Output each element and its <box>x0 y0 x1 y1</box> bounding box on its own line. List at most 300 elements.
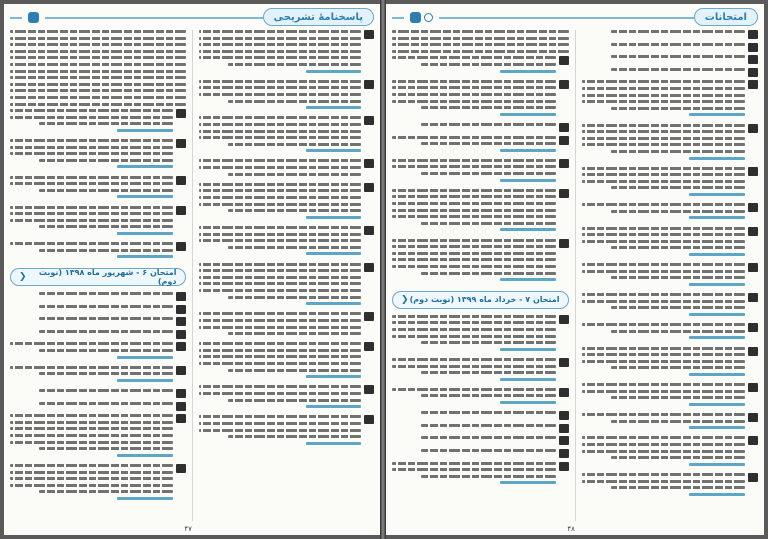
answer-reference <box>500 481 556 484</box>
text-line <box>39 122 172 125</box>
question-number-badge <box>559 123 569 132</box>
question-body <box>199 226 362 259</box>
question-item <box>392 388 569 408</box>
question-number-badge <box>748 263 758 272</box>
text-line <box>421 411 555 414</box>
question-item <box>10 176 186 202</box>
question-item <box>392 449 569 458</box>
question-item <box>392 123 569 132</box>
page-title: امتحانات <box>694 8 758 26</box>
text-line <box>582 263 746 266</box>
question-body <box>582 293 746 319</box>
text-line <box>199 429 362 432</box>
question-body <box>582 68 746 75</box>
question-body <box>392 80 556 120</box>
text-line <box>392 388 556 391</box>
text-line <box>199 362 362 365</box>
question-body <box>10 305 173 312</box>
question-item <box>582 167 759 200</box>
text-line <box>10 76 186 79</box>
text-line <box>199 233 362 236</box>
text-line <box>10 116 173 119</box>
answer-reference <box>306 252 361 255</box>
text-line <box>199 342 362 345</box>
question-item <box>582 436 759 469</box>
text-line <box>228 173 361 176</box>
text-line <box>421 172 555 175</box>
text-line <box>10 109 173 112</box>
question-body <box>10 414 173 460</box>
answer-reference <box>689 403 745 406</box>
left-header <box>10 8 374 26</box>
question-body <box>10 206 173 239</box>
text-line <box>582 270 746 273</box>
question-item <box>199 385 375 411</box>
text-line <box>392 80 556 83</box>
question-number-badge <box>176 342 186 351</box>
answer-reference <box>689 283 745 286</box>
text-line <box>199 166 362 169</box>
text-line <box>421 272 555 275</box>
text-line <box>199 326 362 329</box>
question-item <box>392 159 569 185</box>
text-line <box>611 30 745 33</box>
text-line <box>582 293 746 296</box>
answer-reference <box>117 232 172 235</box>
text-line <box>421 449 555 452</box>
question-body <box>582 80 746 120</box>
question-item <box>582 413 759 433</box>
text-line <box>39 349 172 352</box>
text-line <box>228 296 361 299</box>
question-item <box>10 242 186 262</box>
answer-reference <box>689 493 745 496</box>
answer-reference <box>689 193 745 196</box>
left-page <box>4 4 380 535</box>
text-line <box>421 63 555 66</box>
question-item <box>582 347 759 380</box>
right-col-right <box>582 30 759 521</box>
question-body <box>392 239 556 285</box>
text-line <box>199 183 362 186</box>
question-number-badge <box>559 436 569 445</box>
question-body <box>10 109 173 135</box>
question-body <box>10 366 173 386</box>
question-number-badge <box>559 388 569 397</box>
text-line <box>10 50 186 53</box>
text-line <box>392 195 556 198</box>
answer-reference <box>117 497 172 500</box>
text-line <box>10 219 173 222</box>
text-line <box>392 252 556 255</box>
text-line <box>582 124 746 127</box>
question-body <box>199 385 362 411</box>
question-number-badge <box>748 80 758 89</box>
text-line <box>392 100 556 103</box>
text-line <box>611 456 745 459</box>
question-number-badge <box>559 136 569 145</box>
text-line <box>392 202 556 205</box>
question-number-badge <box>559 189 569 198</box>
text-line <box>199 130 362 133</box>
text-line <box>228 143 361 146</box>
question-body <box>582 323 746 343</box>
text-line <box>611 55 745 58</box>
question-number-badge <box>748 167 758 176</box>
exam-heading-label: امتحان ۷ - خرداد ماه ۱۳۹۹ (نوبت دوم) <box>409 295 560 305</box>
question-body <box>582 473 746 499</box>
question-body <box>582 263 746 289</box>
question-number-badge <box>176 366 186 375</box>
text-line <box>582 227 746 230</box>
question-number-badge <box>748 43 758 52</box>
question-item <box>10 464 186 504</box>
text-line <box>582 360 746 363</box>
text-line <box>582 180 746 183</box>
question-number-badge <box>364 183 374 192</box>
text-line <box>582 87 746 90</box>
answer-reference <box>500 278 556 281</box>
text-line <box>199 289 362 292</box>
text-line <box>39 330 172 333</box>
answer-reference <box>689 336 745 339</box>
answer-reference <box>306 375 361 378</box>
text-line <box>611 246 745 249</box>
text-line <box>199 159 362 162</box>
answer-reference <box>689 426 745 429</box>
text-line <box>39 292 172 295</box>
answer-reference <box>117 356 172 359</box>
question-number-badge <box>559 358 569 367</box>
text-line <box>10 63 186 66</box>
text-line <box>392 258 556 261</box>
question-item <box>10 389 186 398</box>
text-line <box>10 70 186 73</box>
question-item <box>199 116 375 156</box>
question-number-badge <box>176 242 186 251</box>
question-item <box>392 315 569 355</box>
question-item <box>10 402 186 411</box>
question-body <box>582 55 746 62</box>
text-line <box>10 139 173 142</box>
answer-reference <box>117 379 172 382</box>
question-body <box>199 415 362 448</box>
answer-reference <box>306 149 361 152</box>
question-body <box>392 411 556 418</box>
text-line <box>421 106 555 109</box>
exam-heading <box>392 291 569 309</box>
question-number-badge <box>364 30 374 39</box>
text-line <box>421 424 555 427</box>
question-body <box>582 167 746 200</box>
text-line <box>228 100 361 103</box>
text-line <box>10 83 186 86</box>
question-item <box>582 473 759 499</box>
text-line <box>582 100 746 103</box>
logo-icon <box>28 12 39 23</box>
text-line <box>392 321 556 324</box>
text-line <box>199 385 362 388</box>
question-body <box>582 124 746 164</box>
left-columns <box>10 30 374 521</box>
question-body <box>392 189 556 235</box>
text-line <box>10 96 186 99</box>
question-number-badge <box>176 176 186 185</box>
text-line <box>228 399 361 402</box>
answer-reference <box>500 149 556 152</box>
answer-reference <box>306 216 361 219</box>
question-body <box>199 30 362 76</box>
text-line <box>582 137 746 140</box>
question-body <box>392 136 556 156</box>
question-number-badge <box>748 124 758 133</box>
question-item <box>582 203 759 223</box>
text-line <box>199 355 362 358</box>
question-body <box>10 139 173 172</box>
text-line <box>611 186 745 189</box>
text-line <box>392 315 556 318</box>
answer-reference <box>500 348 556 351</box>
text-line <box>199 203 362 206</box>
question-item <box>10 366 186 386</box>
text-line <box>39 225 172 228</box>
text-line <box>392 365 556 368</box>
text-line <box>10 43 186 46</box>
text-line <box>39 189 172 192</box>
text-line <box>10 427 173 430</box>
question-body <box>10 330 173 337</box>
question-number-badge <box>748 473 758 482</box>
text-line <box>10 421 173 424</box>
text-line <box>199 37 362 40</box>
answer-reference <box>306 70 361 73</box>
question-number-badge <box>748 68 758 77</box>
text-line <box>611 366 745 369</box>
answer-reference <box>500 179 556 182</box>
text-line <box>392 30 569 33</box>
question-number-badge <box>176 139 186 148</box>
text-line <box>39 402 172 405</box>
question-body <box>392 56 556 76</box>
text-line <box>10 103 186 106</box>
chevron-left-icon: ❮ <box>401 294 409 305</box>
text-line <box>39 249 172 252</box>
exam-heading-label: امتحان ۶ - شهریور ماه ۱۳۹۸ (نوبت دوم) <box>38 267 177 286</box>
question-number-badge <box>176 305 186 314</box>
text-line <box>392 209 556 212</box>
question-number-badge <box>364 80 374 89</box>
question-item <box>392 411 569 420</box>
question-body <box>10 464 173 504</box>
text-line <box>392 136 556 139</box>
question-item <box>199 263 375 309</box>
text-line <box>582 450 746 453</box>
question-body <box>199 312 362 338</box>
answer-reference <box>500 401 556 404</box>
question-item <box>582 293 759 319</box>
text-line <box>582 94 746 97</box>
left-col-left <box>10 30 186 521</box>
text-line <box>392 239 556 242</box>
question-item <box>199 312 375 338</box>
text-line <box>582 480 746 483</box>
text-line <box>39 490 172 493</box>
question-number-badge <box>176 109 186 118</box>
question-item <box>392 80 569 120</box>
answer-reference <box>306 302 361 305</box>
text-line <box>199 136 362 139</box>
question-body <box>392 436 556 443</box>
text-line <box>611 210 745 213</box>
text-line <box>582 347 746 350</box>
question-item <box>582 124 759 164</box>
answer-reference <box>117 255 172 258</box>
question-number-badge <box>176 330 186 339</box>
text-line <box>421 394 555 397</box>
page-number: ۴۸ <box>567 525 575 533</box>
question-item <box>199 80 375 113</box>
answer-reference <box>500 70 556 73</box>
brand-logo <box>22 9 45 25</box>
question-number-badge <box>748 293 758 302</box>
question-item <box>582 263 759 289</box>
question-number-badge <box>559 56 569 65</box>
text-line <box>10 434 173 437</box>
text-line <box>199 30 362 33</box>
question-number-badge <box>748 203 758 212</box>
text-line <box>199 422 362 425</box>
question-item <box>10 305 186 314</box>
text-line <box>611 396 745 399</box>
question-body <box>392 424 556 431</box>
text-line <box>39 317 172 320</box>
question-body <box>582 43 746 50</box>
question-item <box>582 55 759 64</box>
text-line <box>392 50 569 53</box>
answer-reference <box>689 113 745 116</box>
question-item <box>392 239 569 285</box>
question-body <box>582 383 746 409</box>
question-body <box>392 388 556 408</box>
text-line <box>421 341 555 344</box>
text-line <box>611 330 745 333</box>
question-item <box>199 342 375 382</box>
right-page <box>386 4 764 535</box>
text-line <box>10 89 186 92</box>
question-item <box>10 414 186 460</box>
question-item <box>10 317 186 326</box>
answer-reference <box>117 129 172 132</box>
question-number-badge <box>748 323 758 332</box>
question-number-badge <box>364 385 374 394</box>
text-line <box>199 319 362 322</box>
question-number-badge <box>748 413 758 422</box>
question-item <box>392 436 569 445</box>
answer-reference <box>500 113 556 116</box>
question-number-badge <box>559 80 569 89</box>
text-line <box>10 441 173 444</box>
question-number-badge <box>559 462 569 471</box>
question-number-badge <box>559 424 569 433</box>
text-line <box>10 484 173 487</box>
text-line <box>199 312 362 315</box>
text-line <box>611 150 745 153</box>
question-item <box>199 415 375 448</box>
answer-reference <box>117 195 172 198</box>
question-number-badge <box>748 55 758 64</box>
text-line <box>10 464 173 467</box>
text-line <box>10 342 173 345</box>
text-line <box>199 189 362 192</box>
text-line <box>611 306 745 309</box>
answer-reference <box>689 216 745 219</box>
text-line <box>199 123 362 126</box>
question-body <box>582 436 746 469</box>
question-body <box>10 342 173 362</box>
text-line <box>392 86 556 89</box>
question-item <box>199 226 375 259</box>
page-number: ۴۷ <box>184 525 192 533</box>
text-line <box>199 415 362 418</box>
question-body <box>582 203 746 223</box>
text-line <box>582 390 746 393</box>
question-number-badge <box>364 415 374 424</box>
column-divider <box>192 30 193 521</box>
text-line <box>421 123 555 126</box>
question-body <box>10 292 173 299</box>
question-number-badge <box>364 226 374 235</box>
text-line <box>611 107 745 110</box>
text-line <box>199 80 362 83</box>
question-item <box>10 342 186 362</box>
question-item <box>10 109 186 135</box>
question-item <box>392 462 569 488</box>
text-line <box>39 372 172 375</box>
text-line <box>199 263 362 266</box>
text-line <box>392 462 556 465</box>
text-line <box>199 86 362 89</box>
question-body <box>10 176 173 202</box>
exam-heading <box>10 268 186 286</box>
text-line <box>10 471 173 474</box>
text-line <box>228 209 361 212</box>
text-line <box>611 276 745 279</box>
question-body <box>392 462 556 488</box>
question-body <box>10 389 173 396</box>
text-line <box>611 420 745 423</box>
text-line <box>421 142 555 145</box>
text-line <box>582 143 746 146</box>
question-item <box>582 323 759 343</box>
text-line <box>10 366 173 369</box>
question-item <box>392 424 569 433</box>
text-line <box>421 222 555 225</box>
text-line <box>392 43 569 46</box>
answer-reference <box>117 454 172 457</box>
text-line <box>392 37 569 40</box>
question-item <box>392 136 569 156</box>
question-number-badge <box>748 227 758 236</box>
text-line <box>582 323 746 326</box>
question-item <box>10 139 186 172</box>
answer-reference <box>500 228 556 231</box>
question-number-badge <box>364 116 374 125</box>
question-item <box>582 227 759 260</box>
text-line <box>199 226 362 229</box>
text-line <box>582 383 746 386</box>
question-item <box>582 43 759 52</box>
text-line <box>392 189 556 192</box>
